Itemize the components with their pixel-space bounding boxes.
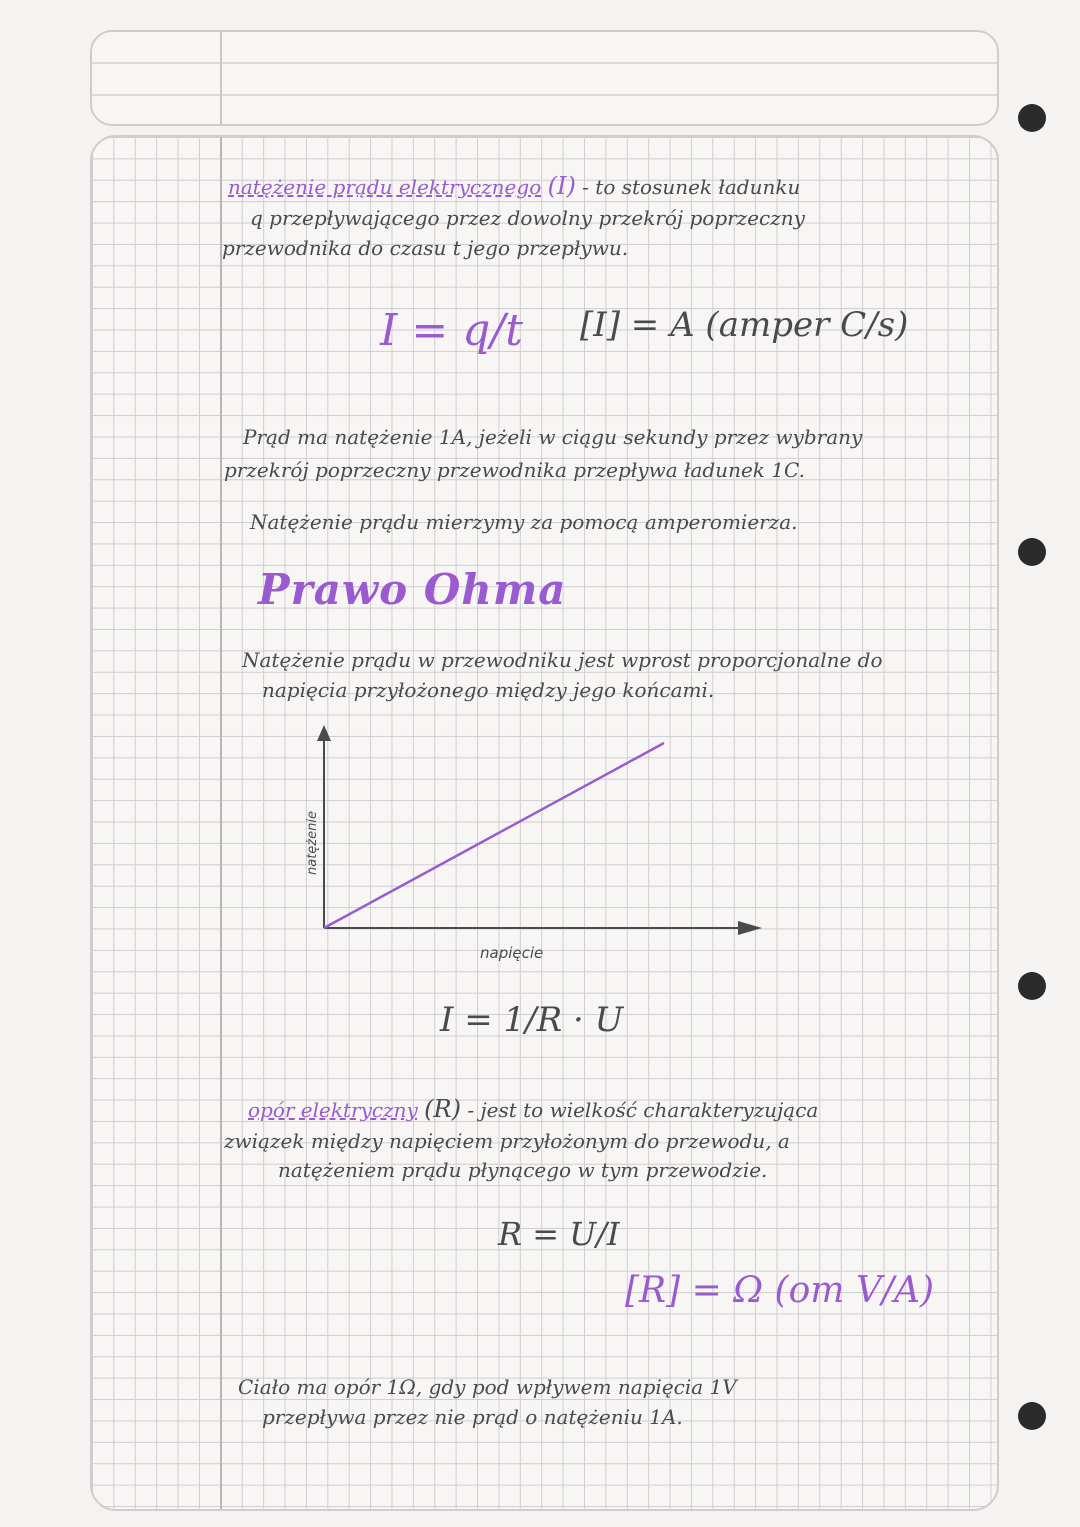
definition-resistance-rest: - jest to wielkość charakteryzująca <box>467 1098 819 1122</box>
ohm-chart <box>280 715 780 975</box>
binder-hole <box>1018 104 1046 132</box>
binder-hole <box>1018 972 1046 1000</box>
paragraph2-line1: Ciało ma opór 1Ω, gdy pod wpływem napięcia 1V <box>238 1375 737 1399</box>
formula-resistance: R = U/I <box>498 1215 620 1253</box>
ohm-line1: Natężenie prądu w przewodniku jest wprost proporcjonalne do <box>242 648 883 672</box>
definition-resistance-line1 <box>248 1095 818 1123</box>
formula-current-unit: [I] = A (amper C/s) <box>580 305 909 345</box>
definition-current-line2: q przepływającego przez dowolny przekrój poprzeczny <box>250 206 805 230</box>
definition-resistance-line3: natężeniem prądu płynącego w tym przewodzie. <box>278 1158 768 1182</box>
notebook-header-strip <box>90 30 999 126</box>
definition-resistance-line2: związek między napięciem przyłożonym do przewodu, a <box>224 1129 790 1153</box>
formula-current-text: I = q/t <box>380 305 523 356</box>
formula-current <box>380 305 523 356</box>
definition-current-line1 <box>228 172 800 200</box>
y-axis-label: natężenie <box>305 811 320 875</box>
paragraph2-line2: przepływa przez nie prąd o natężeniu 1A. <box>262 1405 683 1429</box>
term-resistance: opór elektryczny <box>248 1098 418 1122</box>
binder-hole <box>1018 1402 1046 1430</box>
symbol-resistance: (R) <box>424 1095 461 1123</box>
formula-resistance-unit-text: [R] = Ω (om V/A) <box>625 1270 935 1311</box>
x-axis-label: napięcie <box>480 944 544 962</box>
series-line <box>324 743 664 928</box>
definition-current-rest: - to stosunek ładunku <box>582 175 801 199</box>
term-current: natężenie prądu elektrycznego <box>228 175 542 199</box>
formula-resistance-unit <box>625 1270 934 1311</box>
x-axis-arrow <box>738 921 762 935</box>
y-axis-arrow <box>317 725 331 741</box>
symbol-current: (I) <box>547 172 576 200</box>
margin-line <box>220 137 222 1509</box>
definition-current-line3: przewodnika do czasu t jego przepływu. <box>222 236 629 260</box>
paragraph1-line3: Natężenie prądu mierzymy za pomocą amperomierza. <box>250 510 798 534</box>
paragraph1-line2: przekrój poprzeczny przewodnika przepływa ładunek 1C. <box>224 458 805 482</box>
section-title-ohm: Prawo Ohma <box>258 565 567 614</box>
binder-hole <box>1018 538 1046 566</box>
header-margin-line <box>220 32 222 124</box>
ohm-line2: napięcia przyłożonego między jego końcami. <box>262 678 715 702</box>
formula-ohm: I = 1/R · U <box>440 1000 624 1040</box>
paragraph1-line1: Prąd ma natężenie 1A, jeżeli w ciągu sekundy przez wybrany <box>243 425 863 449</box>
